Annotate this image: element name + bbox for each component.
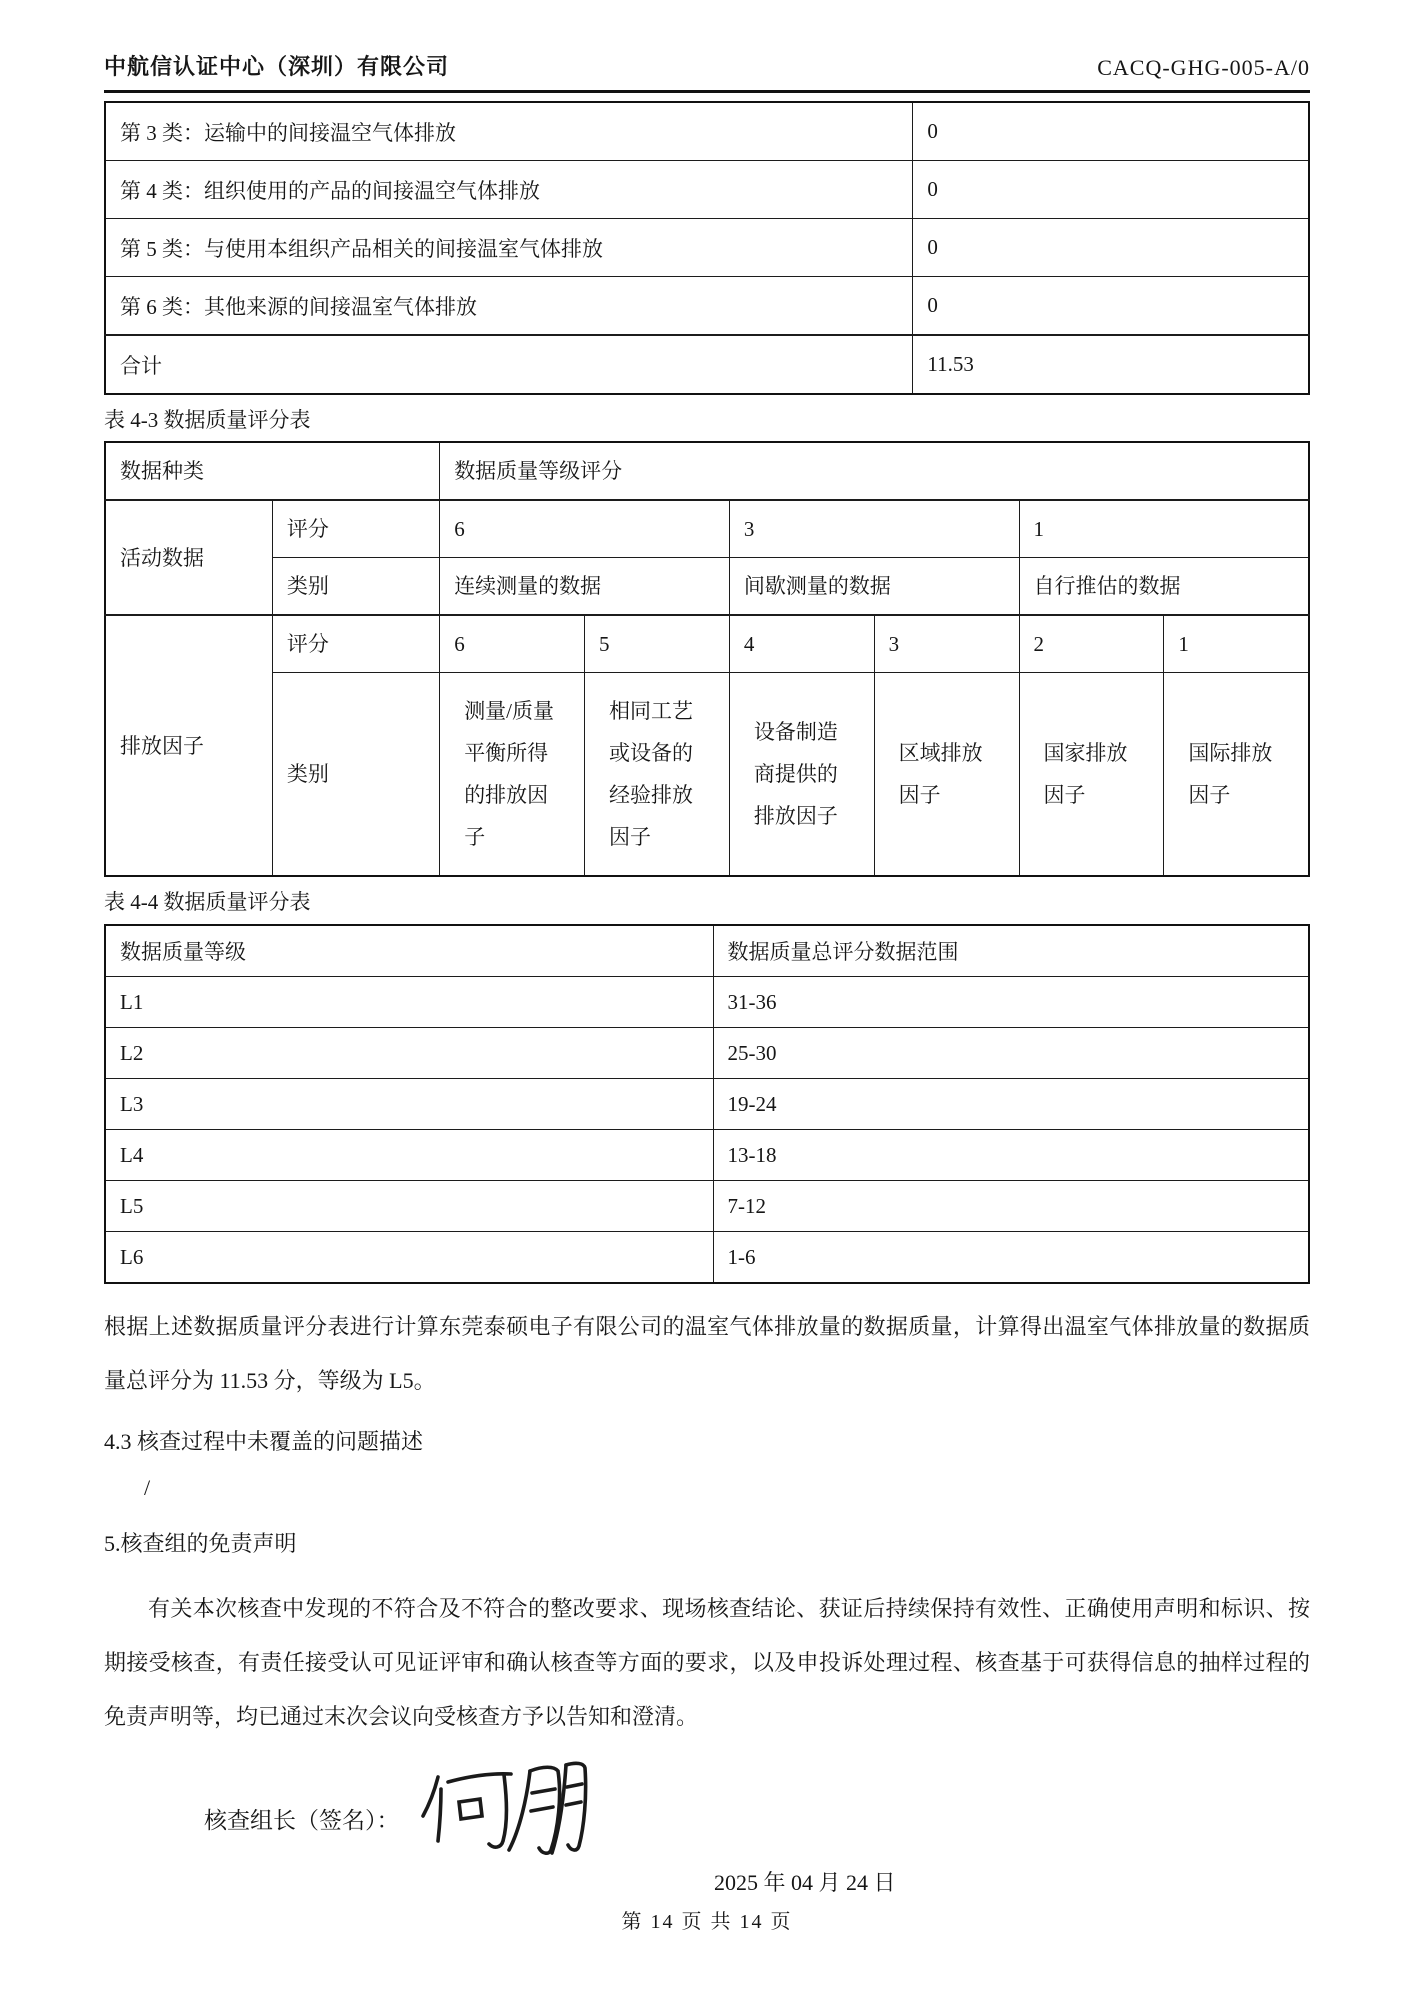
category-cell: 设备制造商提供的排放因子 [729,673,874,877]
score-cell: 3 [729,500,1019,558]
disclaimer-paragraph: 有关本次核查中发现的不符合及不符合的整改要求、现场核查结论、获证后持续保持有效性、正确使用声明和标识、按期接受核查，有责任接受认可见证评审和确认核查等方面的要求，以及申投诉处理过程、核查基于可获得信息的抽样过程的免责声明等，均已通过末次会议向受核查方予以告知和澄清。 [104,1596,1310,1729]
category-label: 类别 [272,558,439,616]
range-cell: 31-36 [713,977,1309,1028]
score-header: 数据质量等级评分 [440,442,1309,500]
table-row [105,277,1309,336]
section-4-3-title: 4.3 核查过程中未覆盖的问题描述 [104,1429,424,1454]
category-cell: 自行推估的数据 [1019,558,1309,616]
score-cell: 6 [440,500,730,558]
table-row [105,219,1309,277]
table-row [105,977,1309,1028]
factor-score-row [105,615,1309,673]
range-header: 数据质量总评分数据范围 [713,925,1309,977]
level-cell: L4 [105,1130,713,1181]
score-cell: 4 [729,615,874,673]
activity-score-row [105,500,1309,558]
range-cell: 19-24 [713,1079,1309,1130]
document-content [104,0,1310,1897]
score-cell: 5 [585,615,730,673]
range-cell: 25-30 [713,1028,1309,1079]
signature-handwriting [414,1753,594,1857]
data-quality-level-table [104,924,1310,1284]
emission-category: 第 3 类：运输中的间接温空气体排放 [105,102,913,161]
table-row [105,1181,1309,1232]
level-cell: L3 [105,1079,713,1130]
level-header: 数据质量等级 [105,925,713,977]
score-cell: 6 [440,615,585,673]
category-cell: 区域排放因子 [874,673,1019,877]
activity-category-row [105,558,1309,616]
score-cell: 1 [1164,615,1309,673]
total-label: 合计 [105,335,913,394]
emission-category: 第 4 类：组织使用的产品的间接温空气体排放 [105,161,913,219]
category-cell: 国际排放因子 [1164,673,1309,877]
emission-factor-label: 排放因子 [105,615,272,876]
range-cell: 7-12 [713,1181,1309,1232]
level-cell: L1 [105,977,713,1028]
factor-category-row [105,673,1309,877]
level-cell: L2 [105,1028,713,1079]
table-row [105,1028,1309,1079]
level-cell: L5 [105,1181,713,1232]
table-4-4-caption: 表 4-4 数据质量评分表 [104,890,311,914]
category-cell: 间歇测量的数据 [729,558,1019,616]
score-label: 评分 [272,500,439,558]
table-row [105,1232,1309,1284]
table-4-3-caption: 表 4-3 数据质量评分表 [104,408,311,432]
score-label: 评分 [272,615,439,673]
score-cell: 3 [874,615,1019,673]
table-row [105,1079,1309,1130]
table-row [105,102,1309,161]
signature-date: 2025 年 04 月 24 日 [714,1870,896,1895]
section-4-3-content: / [144,1475,151,1500]
page-footer: 第 14 页 共 14 页 [621,1911,793,1933]
emission-value: 0 [913,219,1309,277]
range-cell: 1-6 [713,1232,1309,1284]
range-cell: 13-18 [713,1130,1309,1181]
signature-label: 核查组长（签名）： [204,1807,400,1833]
category-cell: 连续测量的数据 [440,558,730,616]
total-value: 11.53 [913,335,1309,394]
category-label: 类别 [272,673,439,877]
emission-category: 第 5 类：与使用本组织产品相关的间接温室气体排放 [105,219,913,277]
summary-paragraph: 根据上述数据质量评分表进行计算东莞泰硕电子有限公司的温室气体排放量的数据质量，计算得出温室气体排放量的数据质量总评分为 11.53 分，等级为 L5。 [104,1314,1310,1393]
table-row [105,161,1309,219]
doc-code: CACQ-GHG-005-A/0 [1097,55,1310,80]
signature-row [104,1770,1310,1866]
data-type-header: 数据种类 [105,442,440,500]
category-cell: 测量/质量平衡所得的排放因子 [440,673,585,877]
emission-value: 0 [913,102,1309,161]
table-row-header [105,925,1309,977]
table-row [105,1130,1309,1181]
table-row-header [105,442,1309,500]
data-quality-score-table [104,441,1310,877]
activity-data-label: 活动数据 [105,500,272,615]
score-cell: 1 [1019,500,1309,558]
category-cell: 国家排放因子 [1019,673,1164,877]
company-name: 中航信认证中心（深圳）有限公司 [104,54,450,79]
emission-category: 第 6 类：其他来源的间接温室气体排放 [105,277,913,336]
emissions-summary-table [104,101,1310,395]
level-cell: L6 [105,1232,713,1284]
emission-value: 0 [913,161,1309,219]
score-cell: 2 [1019,615,1164,673]
table-row-total [105,335,1309,394]
section-5-title: 5.核查组的免责声明 [104,1531,297,1556]
category-cell: 相同工艺或设备的经验排放因子 [585,673,730,877]
emission-value: 0 [913,277,1309,336]
document-header [104,0,1310,93]
